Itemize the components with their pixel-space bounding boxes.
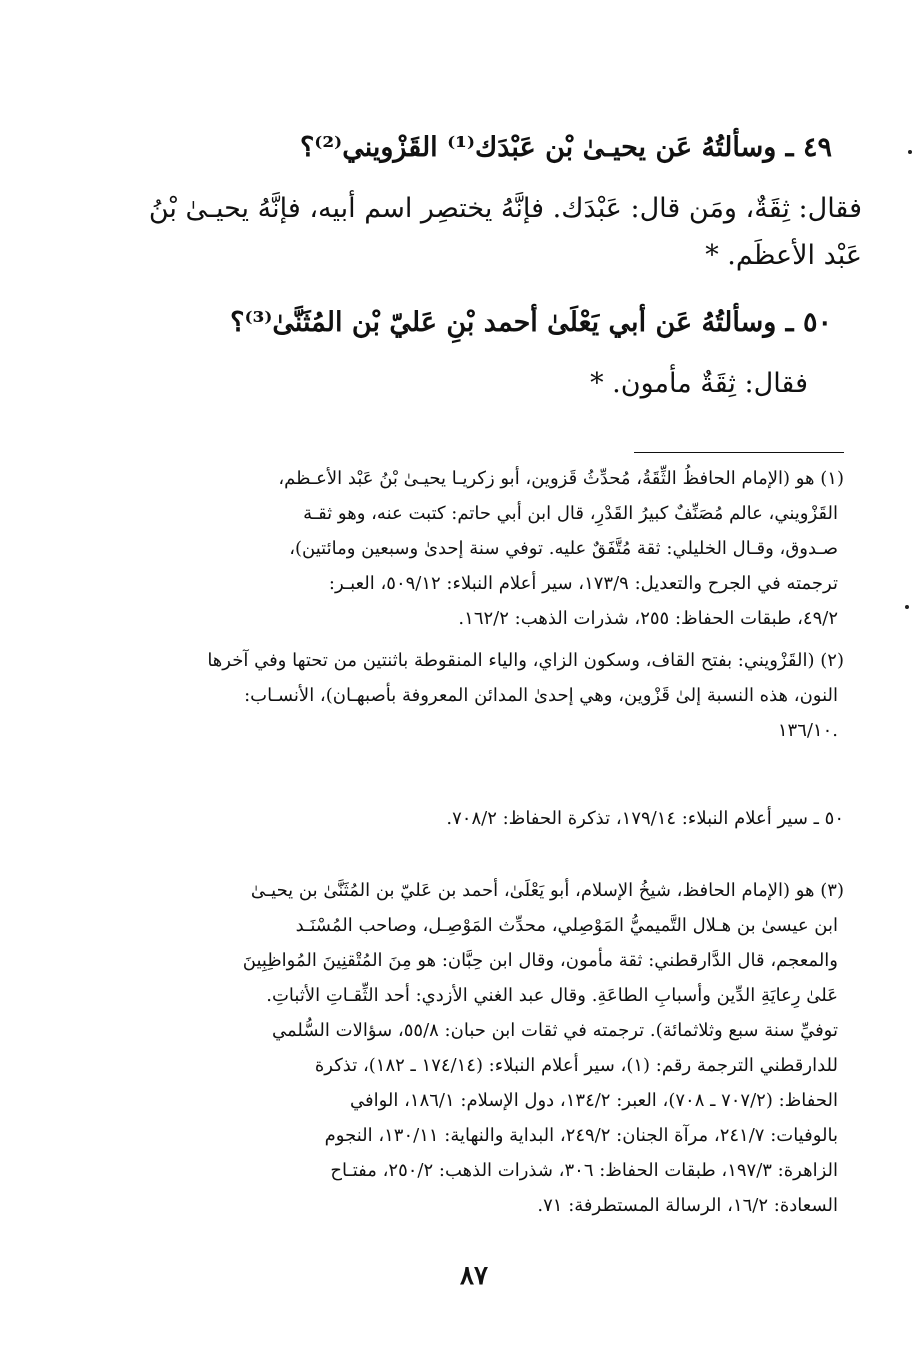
entry-50-reference: ٥٠ ـ سير أعلام النبلاء: ١٧٩/١٤، تذكرة الحفاظ: ٧٠٨/٢. (446, 808, 844, 829)
footnote-1-line-3: صـدوق، وقـال الخليلي: ثقة مُتَّفَقٌ عليه. توفي سنة إحدىٰ وسبعين ومائتين)، (289, 538, 838, 559)
footnote-3-line-6: للدارقطني الترجمة رقم: (١)، سير أعلام النبلاء: (١٧٤/١٤ ـ ١٨٢)، تذكرة (314, 1055, 838, 1076)
footnote-1-line-4: ترجمته في الجرح والتعديل: ١٧٣/٩، سير أعلام النبلاء: ٥٠٩/١٢، العبـر: (328, 573, 838, 594)
footnote-3-line-4: عَلىٰ رِعايَةِ الدِّين وأسبابِ الطاعَةِ. وقال عبد الغني الأزدي: أحد الثِّقـاتِ الأثباتِ. (266, 985, 838, 1006)
entry-50-question: ٥٠ ـ وسألتُهُ عَن أبي يَعْلَىٰ أحمد بْنِ عَليّ بْن المُثَنَّىٰ⁽³⁾؟ (230, 307, 832, 338)
footnote-2-line-2: النون، هذه النسبة إلىٰ قَزْوين، وهي إحدىٰ المدائن المعروفة بأصبهـان)، الأنسـاب: (244, 685, 838, 706)
footnote-3-line-10: السعادة: ١٦/٢، الرسالة المستطرفة: ٧١. (537, 1195, 838, 1216)
footnote-2-line-1: (٢) (القَزْويني: بفتح القاف، وسكون الزاي، والياء المنقوطة باثنتين من تحتها وفي آخرها (207, 650, 844, 671)
scan-speck-right-top (908, 150, 912, 154)
page-number: ٨٧ (460, 1261, 488, 1291)
scan-speck-right-mid (905, 605, 909, 609)
entry-49-question: ٤٩ ـ وسألتُهُ عَن يحيـىٰ بْن عَبْدَك⁽¹⁾ القَزْويني⁽²⁾؟ (299, 132, 832, 163)
footnote-2-line-3: ١٣٦/١٠. (777, 720, 838, 741)
footnote-3-line-9: الزاهرة: ١٩٧/٣، طبقات الحفاظ: ٣٠٦، شذرات الذهب: ٢٥٠/٢، مفتـاح (330, 1160, 838, 1181)
footnote-1-line-5: ٤٩/٢، طبقات الحفاظ: ٢٥٥، شذرات الذهب: ١٦٢/٢. (458, 608, 838, 629)
footnote-3-line-7: الحفاظ: (٧٠٧/٢ ـ ٧٠٨)، العبر: ١٣٤/٢، دول الإسلام: ١٨٦/١، الوافي (349, 1090, 838, 1111)
footnote-3-line-8: بالوفيات: ٢٤١/٧، مرآة الجنان: ٢٤٩/٢، البداية والنهاية: ١٣٠/١١، النجوم (324, 1125, 838, 1146)
footnote-1-line-2: القَزْويني، عالم مُصَنِّفٌ كبيرُ القَدْرِ، قال ابن أبي حاتم: كتبت عنه، وهو ثقـة (303, 503, 838, 524)
footnote-3-line-3: والمعجم، قال الدَّارقطني: ثقة مأمون، وقال ابن حِبَّان: هو مِنَ المُتْقنِينَ المُواظِبِينَ (242, 950, 838, 971)
footnote-3-line-1: (٣) هو (الإمام الحافظ، شيخُ الإسلام، أبو يَعْلَىٰ، أحمد بن عَليّ بن المُثَنَّىٰ بن يحيـىٰ (250, 880, 844, 901)
footnote-1-line-1: (١) هو (الإمام الحافظُ الثِّقَةُ، مُحدِّثُ قَزوين، أبو زكريـا يحيـىٰ بْنُ عَبْد الأعـظم، (278, 468, 844, 489)
footnote-3-line-5: توفيِّ سنة سبع وثلاثمائة). ترجمته في ثقات ابن حبان: ٥٥/٨، سؤالات السُّلمي (271, 1020, 838, 1041)
footnote-divider (634, 452, 844, 453)
entry-49-answer-line-1: فقال: ثِقَةٌ، ومَن قال: عَبْدَك. فإنَّهُ يختصِر اسم أبيه، فإنَّهُ يحيـىٰ بْنُ (148, 193, 862, 224)
entry-49-answer-line-2: عَبْد الأعظَم. * (705, 240, 862, 271)
entry-50-answer-line-1: فقال: ثِقَةٌ مأمون. * (590, 368, 808, 399)
footnote-3-line-2: ابن عيسىٰ بن هـلال التَّميميُّ المَوْصِلي، محدِّث المَوْصِـل، وصاحب المُسْنَـد (295, 915, 838, 936)
